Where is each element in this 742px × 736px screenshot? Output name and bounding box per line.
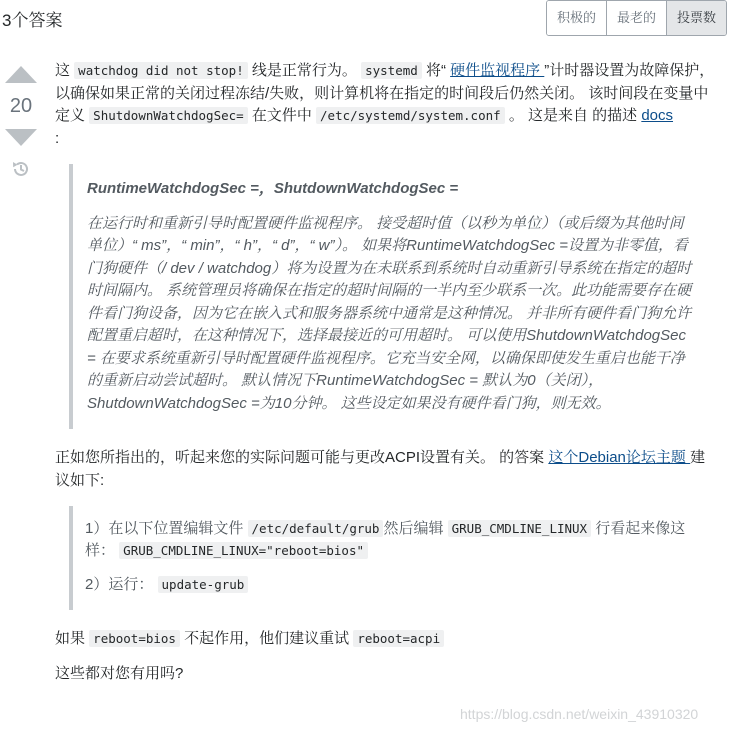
text: 1）在以下位置编辑文件 xyxy=(85,520,248,537)
text: 将“ xyxy=(421,62,451,79)
upvote-arrow-icon[interactable] xyxy=(5,66,37,83)
history-icon[interactable] xyxy=(10,158,32,180)
vote-column xyxy=(4,66,38,180)
inline-code: GRUB_CMDLINE_LINUX="reboot=bios" xyxy=(119,542,368,559)
inline-code: systemd xyxy=(361,62,422,79)
tab-votes[interactable]: 投票数 xyxy=(667,1,726,35)
text: : xyxy=(55,129,60,147)
text: 如果 xyxy=(55,630,90,647)
inline-code: /etc/default/grub xyxy=(248,520,384,537)
text: 然后编辑 xyxy=(383,520,448,537)
text: 不起作用，他们建议重试 xyxy=(179,630,354,647)
step-1 xyxy=(85,518,705,562)
hardware-watchdog-link[interactable]: 硬件监视程序 xyxy=(450,62,545,79)
watermark: https://blog.csdn.net/weixin_43910320 xyxy=(460,706,699,722)
docs-link[interactable]: docs xyxy=(641,107,674,124)
paragraph-intro xyxy=(55,60,715,150)
text: ”计时器设置为故障保护，以确保如果正常的关闭过程冻结/失败，则计算机将在指定的时间段后仍然关闭。 该时间段在变量中定义 xyxy=(55,62,715,124)
quote-title: RuntimeWatchdogSec =，ShutdownWatchdogSec = xyxy=(87,180,459,197)
inline-code: ShutdownWatchdogSec= xyxy=(89,107,248,124)
text: 2）运行： xyxy=(85,576,158,593)
text: 线是正常行为。 xyxy=(247,62,362,79)
debian-forum-link[interactable]: 这个Debian论坛主题 xyxy=(548,449,691,466)
answers-count-heading: 3个答案 xyxy=(2,11,63,30)
step-2 xyxy=(85,574,705,596)
inline-code: reboot=bios xyxy=(89,630,180,647)
text: 在文件中 xyxy=(247,107,317,124)
sort-tabs xyxy=(546,0,727,36)
tab-active[interactable]: 积极的 xyxy=(547,1,607,35)
inline-code: /etc/systemd/system.conf xyxy=(316,107,505,124)
inline-code: GRUB_CMDLINE_LINUX xyxy=(448,520,591,537)
tab-oldest[interactable]: 最老的 xyxy=(607,1,667,35)
text: 。 这是来自 的描述 xyxy=(504,107,642,124)
text: 行看起来像这样： xyxy=(85,520,686,559)
docs-blockquote xyxy=(69,164,715,429)
paragraph-question: 这些都对您有用吗? xyxy=(55,664,184,682)
inline-code: watchdog did not stop! xyxy=(74,62,248,79)
quote-body: 在运行时和重新引导时配置硬件监视程序。 接受超时值（以秒为单位）（或后缀为其他时间单位）“ ms”，“ min”，“ h”，“ d”，“ w”）。 如果将RuntimeWatchdogSec =设置为非零值，看门狗硬件（/ dev / watchdog）将为设置为在未联系到系统时自动重新引导系统在指定的超时时间隔内。 系统管理员将确保在指定的超时间隔的一半内至少联系一次。此功能需要存在硬件看门狗设备，因为它在嵌入式和服务器系统中通常是这种情况。 并非所有硬件看门狗允许配置重启超时，在这种情况下，选择最接近的可用超时。 可以使用ShutdownWatchdogSec = 在要求系统重新引导时配置硬件监视程序。它充当安全网，以确保即使发生重启也能干净的重新启动尝试超时。 默认情况下RuntimeWatchdogSec = 默认为0（关闭），ShutdownWatchdogSec =为10分钟。 这些设定如果没有硬件看门狗，则无效。 xyxy=(87,214,692,412)
text: 建议如下: xyxy=(55,449,706,489)
inline-code: update-grub xyxy=(158,576,249,593)
forum-blockquote xyxy=(69,506,715,610)
text: 这 xyxy=(55,62,75,79)
text: 正如您所指出的，听起来您的实际问题可能与更改ACPI设置有关。 的答案 xyxy=(55,449,549,466)
inline-code: reboot=acpi xyxy=(353,630,444,647)
answer-body xyxy=(55,60,715,697)
paragraph-acpi xyxy=(55,447,715,492)
paragraph-reboot xyxy=(55,628,715,651)
vote-count: 20 xyxy=(9,95,33,117)
downvote-arrow-icon[interactable] xyxy=(5,129,37,146)
